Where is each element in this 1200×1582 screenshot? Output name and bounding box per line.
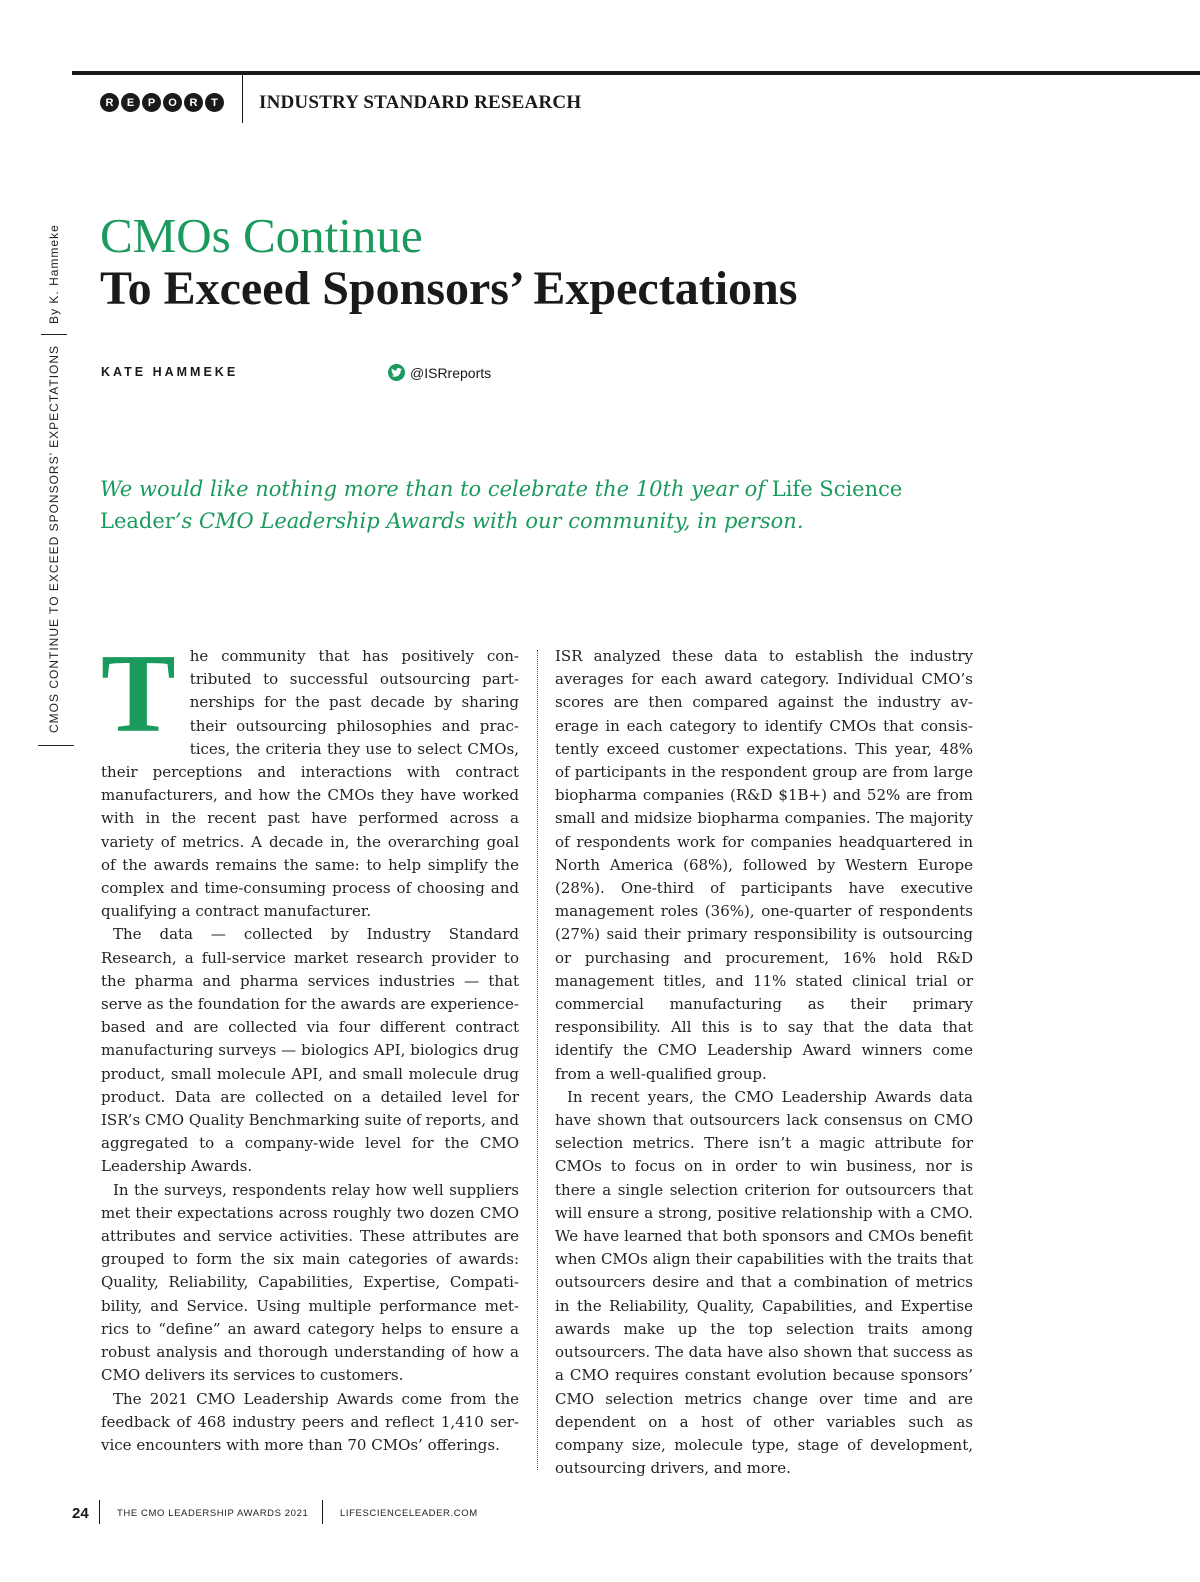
report-letter: R — [100, 93, 119, 112]
footer-divider — [99, 1500, 100, 1524]
page-number: 24 — [72, 1505, 89, 1522]
body-paragraph: The data — collected by Industry Standard Research, a full-service market research provider to the pharma and pharma services industries — that serve as the foundation for the awards are experience-based and are collected via four different contract manufacturing surveys — biologics API, biologics drug product, small molecule API, and small molecule drug product. Data are collected on a detailed level for ISR’s CMO Quality Benchmarking suite of reports, and aggregated to a company-wide level for the CMO Leadership Awards. — [101, 925, 519, 1176]
twitter-handle: @ISRreports — [410, 364, 492, 381]
footer-divider — [322, 1500, 323, 1524]
report-letter: P — [142, 93, 161, 112]
pull-quote-part-1: We would like nothing more than to celebrate the 10th year of — [100, 477, 772, 501]
column-divider — [537, 650, 538, 1470]
headline-line-1: CMOs Continue — [100, 208, 423, 263]
social-handle[interactable] — [388, 364, 491, 381]
footer-website-link[interactable]: LIFESCIENCELEADER.COM — [340, 1508, 478, 1519]
body-paragraph: In the surveys, respondents relay how well suppliers met their expectations across roughly two dozen CMO attributes and service activities. These attributes are grouped to form the six main categories of awards: Quality, Reliability, Capabilities, Expertise, Compatibility, and Service. Using multiple performance metrics to “define” an award category helps to ensure a robust analysis and thorough understanding of how a CMO delivers its services to customers. — [101, 1180, 519, 1385]
section-name: INDUSTRY STANDARD RESEARCH — [259, 92, 582, 113]
page-footer — [0, 1500, 1200, 1530]
footer-publication: THE CMO LEADERSHIP AWARDS 2021 — [117, 1508, 309, 1519]
body-paragraph: ISR analyzed these data to establish the industry averages for each award category. Individual CMO’s scores are then compared against the industry average in each category to identify CMOs that consistently exceed customer expectations. This year, 48% of participants in the respondent group are from large biopharma companies (R&D $1B+) and 52% are from small and midsize biopharma companies. The majority of respondents work for companies headquartered in North America (68%), followed by Western Europe (28%). One-third of participants have executive management roles (36%), one-quarter of respondents (27%) said their primary responsibility is outsourcing or purchasing and procurement, 16% hold R&D management titles, and 11% stated clinical trial or commercial manufacturing as their primary responsibility. All this is to say that the data that identify the CMO Leadership Award winners come from a well-qualified group. — [555, 647, 973, 1083]
header-divider — [242, 75, 243, 123]
headline-line-2: To Exceed Sponsors’ Expectations — [100, 262, 798, 315]
body-column-left — [101, 632, 519, 1457]
drop-cap: T — [101, 632, 176, 756]
report-letter: R — [184, 93, 203, 112]
body-paragraph: The 2021 CMO Leadership Awards come from the feedback of 468 industry peers and reflect 1,410 service encounters with more than 70 CMOs’ offerings. — [101, 1389, 519, 1454]
sidebar-rule — [38, 745, 74, 746]
body-paragraph: In recent years, the CMO Leadership Awards data have shown that outsourcers lack consensus on CMO selection metrics. There isn’t a magic attribute for CMOs to focus on in order to win business, nor is there a single selection criterion for outsourcers that will ensure a strong, positive relationship with a CMO. We have learned that both sponsors and CMOs benefit when CMOs align their capabilities with the traits that outsourcers desire and that a combination of metrics in the Reliability, Quality, Capabilities, and Expertise awards make up the top selection traits among outsourcers. The data have also shown that success as a CMO requires constant evolution because sponsors’ CMO selection metrics change over time and are dependent on a host of other variables such as company size, molecule type, stage of development, outsourcing drivers, and more. — [555, 1087, 973, 1478]
report-badge — [100, 93, 224, 112]
body-paragraph — [101, 632, 519, 923]
paragraph-text: he community that has positively contributed to successful outsourcing partnerships for the past decade by sharing their outsourcing philosophies and practices, the criteria they use to select CMOs, their perceptions and interactions with contract manufacturers, and how the CMOs they have worked with in the recent past have performed across a variety of metrics. A decade in, the overarching goal of the awards remains the same: to help simplify the complex and time-consuming process of choosing and qualifying a contract manufacturer. — [101, 647, 519, 921]
report-letter: E — [121, 93, 140, 112]
report-letter: T — [205, 93, 224, 112]
sidebar-byline: By K. Hammeke — [47, 224, 61, 324]
pull-quote-part-3: ’s CMO Leadership Awards with our community, in person. — [174, 509, 804, 533]
body-column-right — [555, 645, 973, 1480]
report-letter: O — [163, 93, 182, 112]
author-name: KATE HAMMEKE — [101, 365, 239, 379]
twitter-icon — [388, 364, 405, 381]
sidebar-article-title: CMOS CONTINUE TO EXCEED SPONSORS’ EXPECTATIONS — [47, 344, 61, 733]
sidebar-separator — [41, 334, 67, 335]
pull-quote — [100, 473, 980, 537]
pull-quote-publication: Life Science Leader — [100, 477, 903, 533]
sidebar-running-head — [41, 224, 67, 733]
